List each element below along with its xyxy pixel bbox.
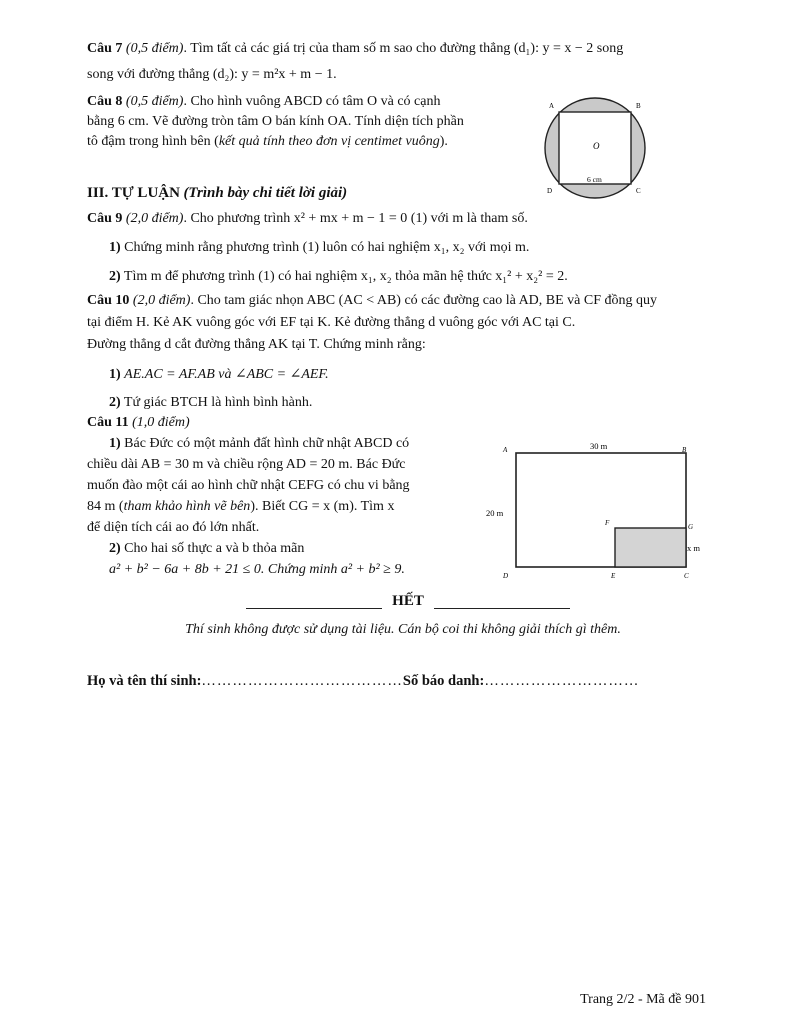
candidate-info: [87, 673, 727, 690]
question-label: Câu 9: [87, 211, 123, 226]
length-label: 30 m: [590, 441, 608, 451]
point-g-label: G: [688, 523, 694, 531]
question-points: (2,0 điểm): [132, 293, 191, 308]
question-points: (0,5 điểm): [125, 41, 184, 56]
question-text: . Cho hình vuông ABCD có tâm O và có cạnh: [183, 94, 441, 109]
part-text-italic: tham khảo hình vẽ bên: [123, 499, 251, 514]
land-pond-figure: [484, 436, 714, 584]
point-f-label: F: [605, 519, 610, 527]
question-9: [87, 208, 719, 288]
part-text: 84 m (: [87, 499, 124, 514]
part-text: Tứ giác BTCH là hình bình hành.: [123, 395, 313, 410]
question-text: . Cho phương trình x² + mx + m − 1 = 0 (1) với m là tham số.: [183, 211, 528, 226]
question-text: song với đường thẳng (d₂): y = m²x + m − 1.: [87, 67, 337, 82]
candidate-name-label: Họ và tên thí sinh:: [87, 673, 202, 689]
part-label: 2): [109, 395, 121, 410]
question-10: [87, 290, 719, 414]
point-b-label: B: [682, 446, 687, 454]
end-marker: [246, 593, 570, 613]
point-d-label: D: [503, 572, 509, 580]
page-footer: Trang 2/2 - Mã đề 901: [580, 992, 706, 1007]
part-text: Tìm m để phương trình (1) có hai nghiệm x₁, x₂ thỏa mãn hệ thức x₁² + x₂² = 2.: [123, 269, 568, 284]
point-o-label: O: [593, 141, 600, 151]
point-a-label: A: [549, 102, 555, 110]
part-text: để diện tích cái ao đó lớn nhất.: [87, 520, 260, 535]
part-text: Chứng minh rằng phương trình (1) luôn có hai nghiệm x₁, x₂ với mọi m.: [124, 240, 530, 255]
part-text: Cho hai số thực a và b thỏa mãn: [124, 541, 305, 556]
part-label: 1): [109, 436, 121, 451]
question-text: bằng 6 cm. Vẽ đường tròn tâm O bán kính OA. Tính diện tích phần: [87, 114, 464, 129]
part-label: 1): [109, 367, 121, 382]
pond-rectangle: [615, 528, 686, 567]
question-text: Đường thẳng d cắt đường thẳng AK tại T. Chứng minh rằng:: [87, 337, 426, 352]
point-c-label: C: [636, 187, 641, 195]
part-text: Bác Đức có một mảnh đất hình chữ nhật ABCD có: [124, 436, 410, 451]
part-label: 2): [109, 269, 121, 284]
question-7: [87, 38, 719, 86]
part-text: chiều dài AB = 30 m và chiều rộng AD = 20 m. Bác Đức: [87, 457, 406, 472]
x-length-label: x m: [687, 543, 700, 553]
question-label: Câu 11: [87, 415, 129, 430]
question-points: (2,0 điểm): [125, 211, 184, 226]
question-text: ).: [439, 134, 448, 149]
question-points: (1,0 điểm): [132, 415, 190, 430]
section-heading: [87, 182, 719, 205]
part-text: ). Biết CG = x (m). Tìm x: [250, 499, 395, 514]
width-label: 20 m: [486, 508, 504, 518]
side-length-label: 6 cm: [587, 175, 602, 184]
section-title: III. TỰ LUẬN: [87, 185, 180, 201]
question-8: [87, 92, 527, 152]
question-text: tại điểm H. Kẻ AK vuông góc với EF tại K. Kẻ đường thẳng d vuông góc với AC tại C.: [87, 315, 576, 330]
point-d-label: D: [547, 187, 553, 195]
question-label: Câu 10: [87, 293, 130, 308]
candidate-id-dots: …………………………: [484, 673, 640, 689]
question-text: . Tìm tất cả các giá trị của tham số m sao cho đường thẳng (d₁): y = x − 2 song: [183, 41, 624, 56]
candidate-id-label: Số báo danh:: [402, 673, 485, 689]
point-a-label: A: [503, 446, 508, 454]
point-e-label: E: [611, 572, 616, 580]
divider: [434, 608, 570, 609]
question-label: Câu 7: [87, 41, 123, 56]
end-text: HẾT: [392, 593, 424, 609]
part-text: AE.AC = AF.AB và ∠ABC = ∠AEF.: [124, 367, 329, 382]
part-text: a² + b² − 6a + 8b + 21 ≤ 0. Chứng minh a² + b² ≥ 9.: [109, 562, 405, 577]
section-subtitle: (Trình bày chi tiết lời giải): [183, 185, 348, 201]
question-points: (0,5 điểm): [125, 94, 184, 109]
point-c-label: C: [684, 572, 689, 580]
candidate-name-dots: …………………………………: [201, 673, 403, 689]
question-text: . Cho tam giác nhọn ABC (AC < AB) có các đường cao là AD, BE và CF đồng quy: [190, 293, 658, 308]
divider: [246, 608, 382, 609]
exam-note: Thí sinh không được sử dụng tài liệu. Cán bộ coi thi không giải thích gì thêm.: [185, 622, 621, 637]
part-label: 1): [109, 240, 121, 255]
question-label: Câu 8: [87, 94, 123, 109]
question-text-italic: kết quả tính theo đơn vị centimet vuông: [218, 134, 440, 149]
question-11: [87, 412, 467, 580]
part-text: muốn đào một cái ao hình chữ nhật CEFG có chu vi bằng: [87, 478, 410, 493]
question-text: tô đậm trong hình bên (: [87, 134, 219, 149]
part-label: 2): [109, 541, 121, 556]
point-b-label: B: [636, 102, 641, 110]
